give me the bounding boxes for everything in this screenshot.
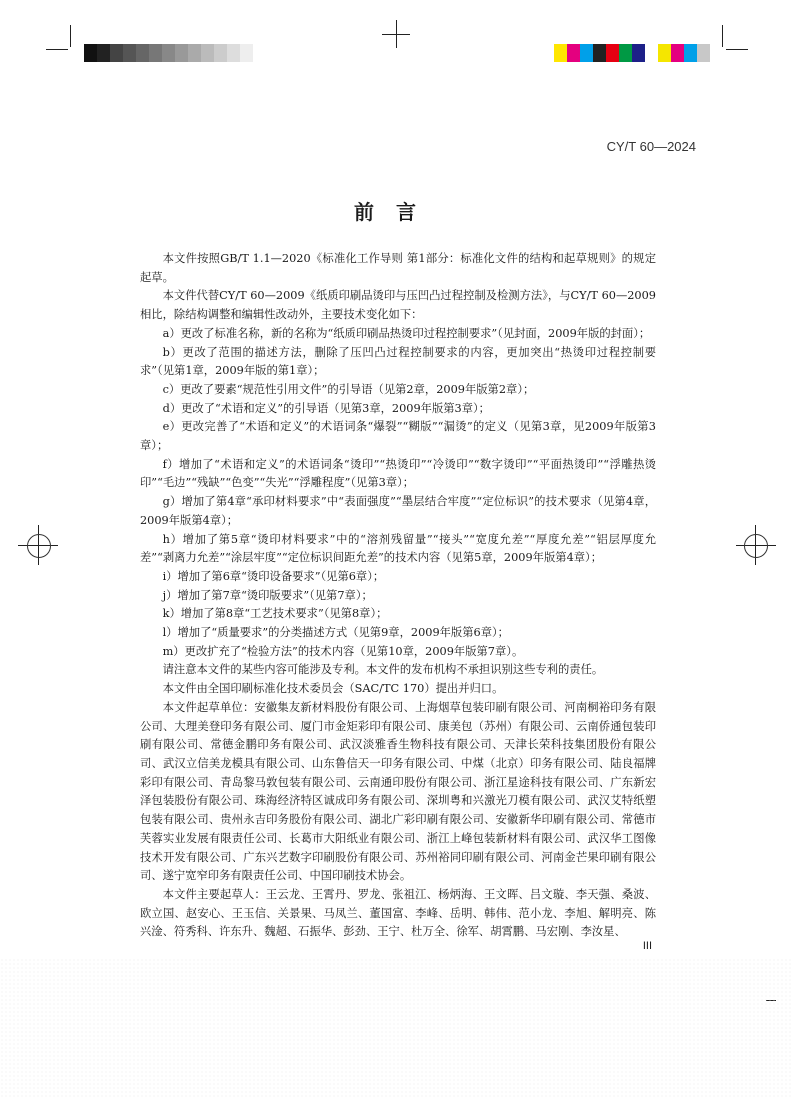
paragraph: 本文件主要起草人：王云龙、王霄丹、罗龙、张祖江、杨炳海、王文晖、吕文璇、李天强、桑波、欧立国、赵安心、王玉信、关景果、马凤兰、董国富、李峰、岳明、韩伟、范小龙、李旭、解明亮、陈兴淦、符秀科、许东升、魏超、石振华、彭劲、王宁、杜万全、徐军、胡霄鹏、马宏刚、李汝星、 [140,887,656,939]
background-dot-pattern [0,958,792,1098]
paragraph: j）增加了第7章“烫印版要求”（见第7章）； [162,588,373,602]
color-swatch [619,44,632,62]
color-swatch [645,44,658,62]
page-title: 前言 [354,200,438,224]
color-swatch [658,44,671,62]
color-swatch [567,44,580,62]
crop-mark [382,34,410,35]
color-swatch [632,44,645,62]
foreword-body [140,250,656,942]
page-number: III [642,940,652,952]
crop-mark [722,25,723,47]
color-swatch [606,44,619,62]
paragraph: a）更改了标准名称，新的名称为“纸质印刷品热烫印过程控制要求”（见封面，2009年版的封面）； [162,326,651,340]
paragraph: e）更改完善了“术语和定义”的术语词条“爆裂”“糊版”“漏烫”的定义（见第3章，见2009年版第3章）； [140,420,656,453]
paragraph: b）更改了范围的描述方法，删除了压凹凸过程控制要求的内容，更加突出“热烫印过程控制要求”（见第1章，2009年版的第1章）； [140,345,656,378]
crop-mark [46,49,68,50]
paragraph: l）增加了“质量要求”的分类描述方式（见第9章，2009年版第6章）； [162,626,509,640]
paragraph: 本文件代替CY/T 60—2009《纸质印刷品烫印与压凹凸过程控制及检测方法》，与CY/T 60—2009相比，除结构调整和编辑性改动外，主要技术变化如下： [140,289,656,322]
paragraph: h）增加了第5章“烫印材料要求”中的“溶剂残留量”“接头”“宽度允差”“厚度允差”“铝层厚度允差”“剥离力允差”“涂层牢度”“定位标识间距允差”的技术内容（见第5章，2009年版第4章）； [140,532,656,565]
color-swatch [684,44,697,62]
crop-mark [70,25,71,47]
paragraph: 本文件按照GB/T 1.1—2020《标准化工作导则 第1部分：标准化文件的结构和起草规则》的规定起草。 [140,252,656,284]
color-swatch [671,44,684,62]
paragraph: g）增加了第4章“承印材料要求”中“表面强度”“墨层结合牢度”“定位标识”的技术要求（见第4章，2009年版第4章）； [140,495,656,527]
paragraph: d）更改了“术语和定义”的引导语（见第3章，2009年版第3章）； [162,401,490,415]
registration-mark [744,534,768,558]
color-swatch [554,44,567,62]
paragraph: i）增加了第6章“烫印设备要求”（见第6章）； [162,569,385,583]
crop-mark [726,49,748,50]
color-swatch [593,44,606,62]
registration-mark [27,534,51,558]
paragraph: 请注意本文件的某些内容可能涉及专利。本文件的发布机构不承担识别这些专利的责任。 [162,663,604,677]
paragraph: m）更改扩充了“检验方法”的技术内容（见第10章，2009年版第7章）。 [162,644,524,658]
color-swatch [580,44,593,62]
paragraph: 本文件由全国印刷标准化技术委员会（SAC/TC 170）提出并归口。 [162,682,504,696]
standard-code: CY/T 60—2024 [606,139,696,154]
color-calibration-bar [554,44,710,62]
paragraph: c）更改了要素“规范性引用文件”的引导语（见第2章，2009年版第2章）； [162,382,535,396]
color-swatch [697,44,710,62]
paragraph: f）增加了“术语和定义”的术语词条“烫印”“热烫印”“冷烫印”“数字烫印”“平面热烫印”“浮雕热烫印”“毛边”“残缺”“色变”“失光”“浮雕程度”（见第3章）； [140,457,656,490]
paragraph: 本文件起草单位：安徽集友新材料股份有限公司、上海烟草包装印刷有限公司、河南桐裕印务有限公司、大理美登印务有限公司、厦门市金矩彩印有限公司、康美包（苏州）有限公司、云南侨通包装印刷有限公司、常德金鹏印务有限公司、武汉淡雅香生物科技有限公司、天津长荣科技集团股份有限公司、武汉立信美龙模具有限公司、山东鲁信天一印务有限公司、中煤（北京）印务有限公司、陆良福牌彩印有限公司、青岛黎马敦包装有限公司、云南通印股份有限公司、浙江星途科技有限公司、广东新宏泽包装股份有限公司、珠海经济特区诚成印务有限公司、深圳粤和兴激光刀模有限公司、武汉艾特纸塑包装有限公司、贵州永吉印务股份有限公司、湖北广彩印刷有限公司、安徽新华印刷有限公司、常德市芙蓉实业发展有限责任公司、长葛市大阳纸业有限公司、浙江上峰包装新材料有限公司、武汉华工图像技术开发有限公司、广东兴艺数字印刷股份有限公司、苏州裕同印刷有限公司、河南金芒果印刷有限公司、遂宁宽窄印务有限责任公司、中国印刷技术协会。 [140,700,656,883]
paragraph: k）增加了第8章“工艺技术要求”（见第8章）； [162,607,388,621]
grayscale-calibration-bar [84,44,253,62]
